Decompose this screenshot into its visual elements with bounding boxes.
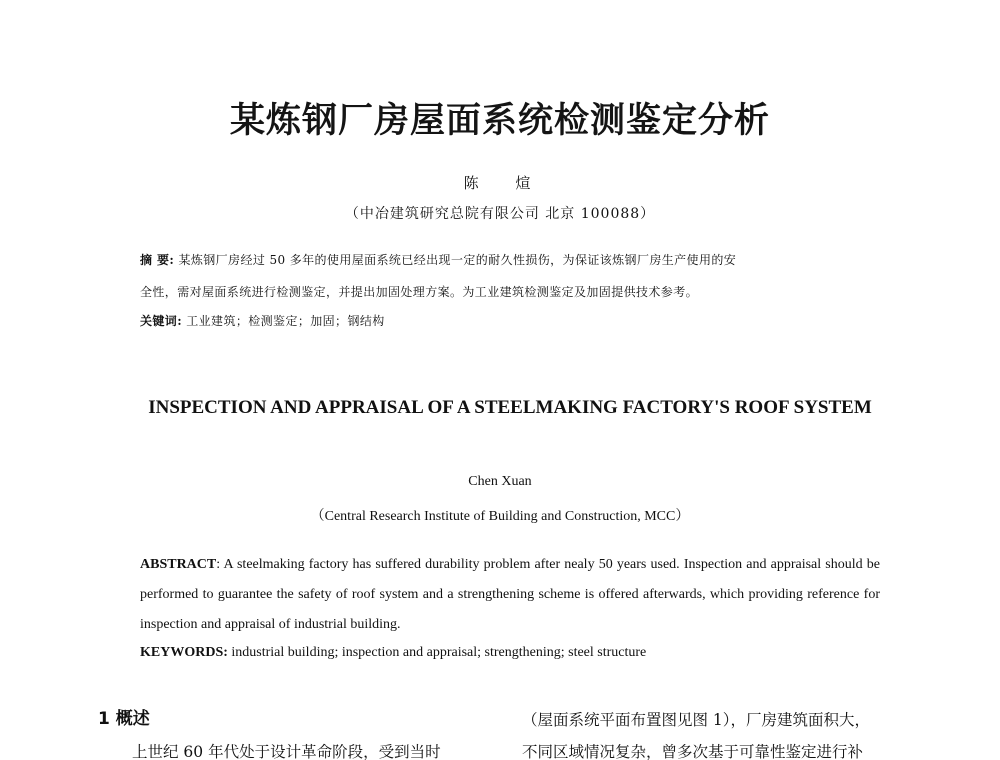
body-left-line-1: 上世纪 60 年代处于设计革命阶段，受到当时 <box>132 743 441 760</box>
abstract-cn-line-1 <box>140 248 880 273</box>
abstract-cn-text-1: 某炼钢厂房经过 50 多年的使用屋面系统已经出现一定的耐久性损伤，为保证该炼钢厂房生产使用的安 <box>178 253 737 267</box>
keywords-en-label: KEYWORDS: <box>140 645 228 660</box>
paper-title-cn: 某炼钢厂房屋面系统检测鉴定分析 <box>229 101 770 141</box>
body-right-line-2: 不同区域情况复杂，曾多次基于可靠性鉴定进行补 <box>522 743 864 760</box>
abstract-en-text: : A steelmaking factory has suffered durability problem after nealy 50 years used. Inspection and appraisal should be performed to guarantee the safety of roof system and a strengthening scheme is offered afterwards, which providing reference for inspection and appraisal of industrial building. <box>140 557 880 632</box>
author-en: Chen Xuan <box>468 474 532 489</box>
affiliation-en: （Central Research Institute of Building and Construction, MCC） <box>310 509 690 524</box>
affiliation-cn: （中冶建筑研究总院有限公司 北京 100088） <box>344 206 656 222</box>
keywords-en-text: industrial building; inspection and appraisal; strengthening; steel structure <box>231 645 647 660</box>
abstract-cn-text-2: 全性，需对屋面系统进行检测鉴定，并提出加固处理方案。为工业建筑检测鉴定及加固提供技术参考。 <box>140 285 699 299</box>
abstract-cn-label: 摘 要: <box>140 253 175 267</box>
author-cn: 陈 煊 <box>463 174 537 192</box>
keywords-en <box>140 645 880 661</box>
paper-title-en: INSPECTION AND APPRAISAL OF A STEELMAKING FACTORY'S ROOF SYSTEM <box>148 397 872 418</box>
keywords-cn-text: 工业建筑；检测鉴定；加固；钢结构 <box>186 314 385 328</box>
body-right-line-1: （屋面系统平面布置图见图 1），厂房建筑面积大， <box>522 711 871 729</box>
section-heading: 1 概述 <box>98 709 150 729</box>
abstract-en <box>140 550 880 640</box>
abstract-cn-line-2 <box>140 280 880 305</box>
keywords-cn-label: 关键词: <box>140 314 183 328</box>
abstract-en-label: ABSTRACT <box>140 557 217 572</box>
keywords-cn <box>140 312 880 329</box>
